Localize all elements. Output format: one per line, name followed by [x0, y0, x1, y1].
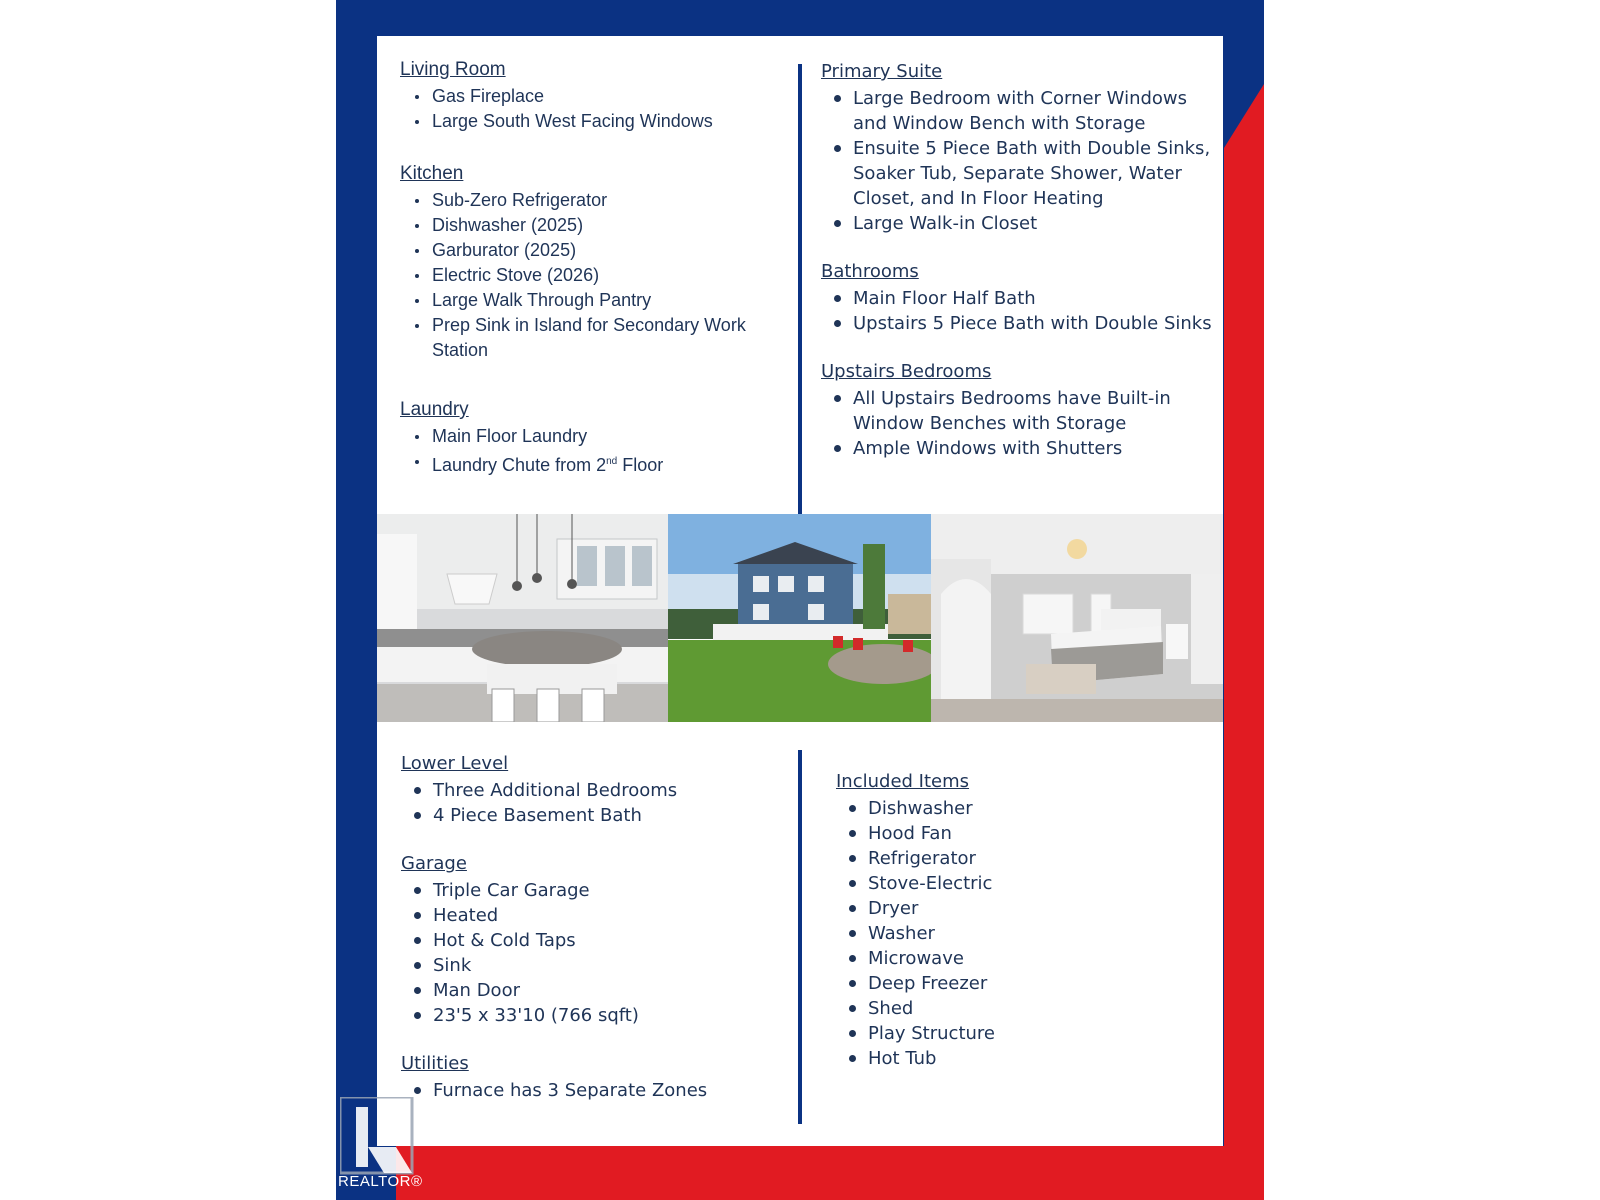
- list-item: Electric Stove (2026): [432, 263, 790, 288]
- list-item: Dishwasher (2025): [432, 213, 790, 238]
- content-sheet: [377, 36, 1223, 1146]
- section-heading-kitchen: Kitchen: [400, 163, 464, 184]
- list-item: Large Walk Through Pantry: [432, 288, 790, 313]
- bathrooms-section: [821, 260, 1221, 336]
- list-item: Hot Tub: [868, 1046, 1216, 1071]
- upstairs-bedrooms-section: [821, 360, 1221, 461]
- list-item: Play Structure: [868, 1021, 1216, 1046]
- list-item: Triple Car Garage: [433, 878, 791, 903]
- list-item: Upstairs 5 Piece Bath with Double Sinks: [853, 311, 1221, 336]
- bedroom-photo: [931, 514, 1223, 722]
- list-item: Man Door: [433, 978, 791, 1003]
- list-item: Washer: [868, 921, 1216, 946]
- section-heading-bathrooms: Bathrooms: [821, 261, 919, 282]
- list-item: 23'5 x 33'10 (766 sqft): [433, 1003, 791, 1028]
- list-item: Dishwasher: [868, 796, 1216, 821]
- list-item: Main Floor Half Bath: [853, 286, 1221, 311]
- bottom-column-divider: [798, 750, 802, 1124]
- list-item: Microwave: [868, 946, 1216, 971]
- section-heading-living-room: Living Room: [400, 59, 506, 80]
- utilities-section: [401, 1052, 791, 1103]
- list-item: Deep Freezer: [868, 971, 1216, 996]
- list-item: Hot & Cold Taps: [433, 928, 791, 953]
- list-item: Stove-Electric: [868, 871, 1216, 896]
- living-room-section: [400, 58, 780, 134]
- list-item: Large South West Facing Windows: [432, 109, 780, 134]
- list-item: Ample Windows with Shutters: [853, 436, 1221, 461]
- list-item-laundry-chute: [432, 449, 790, 478]
- list-item: Furnace has 3 Separate Zones: [433, 1078, 791, 1103]
- section-heading-upstairs-bedrooms: Upstairs Bedrooms: [821, 361, 992, 382]
- lower-level-section: [401, 752, 791, 828]
- list-item: Main Floor Laundry: [432, 424, 790, 449]
- list-item: Large Bedroom with Corner Windows and Window Bench with Storage: [853, 86, 1221, 136]
- list-item: Refrigerator: [868, 846, 1216, 871]
- section-heading-lower-level: Lower Level: [401, 753, 509, 774]
- included-items-section: [836, 770, 1216, 1071]
- realtor-logo-text: REALTOR®: [338, 1173, 423, 1190]
- list-item: Dryer: [868, 896, 1216, 921]
- section-heading-utilities: Utilities: [401, 1053, 469, 1074]
- section-heading-primary-suite: Primary Suite: [821, 61, 943, 82]
- laundry-section: [400, 398, 790, 478]
- photo-strip: [377, 514, 1223, 722]
- laundry-chute-suffix: Floor: [617, 455, 664, 475]
- laundry-chute-ordinal: nd: [606, 456, 618, 467]
- list-item: Large Walk-in Closet: [853, 211, 1221, 236]
- brochure-frame: [336, 0, 1264, 1200]
- list-item: Ensuite 5 Piece Bath with Double Sinks, Soaker Tub, Separate Shower, Water Closet, and In Floor Heating: [853, 136, 1221, 211]
- list-item: Three Additional Bedrooms: [433, 778, 791, 803]
- list-item: Shed: [868, 996, 1216, 1021]
- section-heading-garage: Garage: [401, 853, 467, 874]
- top-column-divider: [798, 64, 802, 520]
- list-item: 4 Piece Basement Bath: [433, 803, 791, 828]
- list-item: Heated: [433, 903, 791, 928]
- section-heading-included-items: Included Items: [836, 771, 970, 792]
- backyard-photo: [668, 514, 931, 722]
- list-item: Sub-Zero Refrigerator: [432, 188, 790, 213]
- list-item: Prep Sink in Island for Secondary Work Station: [432, 313, 790, 363]
- list-item: Sink: [433, 953, 791, 978]
- laundry-chute-text: Laundry Chute from 2: [432, 455, 607, 475]
- section-heading-laundry: Laundry: [400, 399, 469, 420]
- kitchen-photo: [377, 514, 668, 722]
- list-item: Gas Fireplace: [432, 84, 780, 109]
- list-item: All Upstairs Bedrooms have Built-in Window Benches with Storage: [853, 386, 1221, 436]
- list-item: Hood Fan: [868, 821, 1216, 846]
- kitchen-section: [400, 162, 790, 363]
- garage-section: [401, 852, 791, 1028]
- list-item: Garburator (2025): [432, 238, 790, 263]
- primary-suite-section: [821, 60, 1221, 236]
